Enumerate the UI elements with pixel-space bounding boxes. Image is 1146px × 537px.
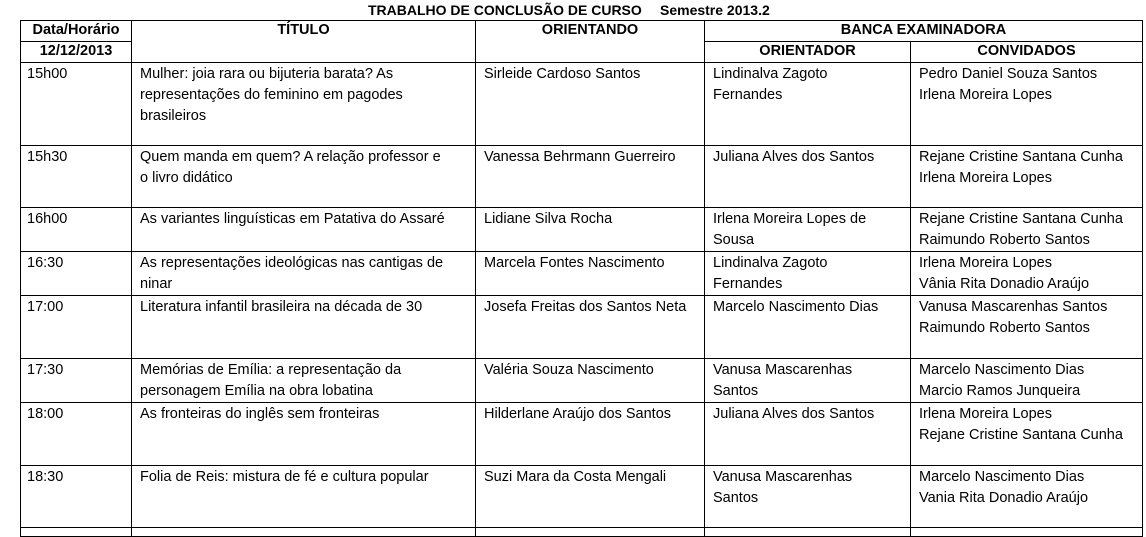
guests-line: Rejane Cristine Santana Cunha [919, 211, 1123, 227]
guests-cell [911, 252, 1143, 296]
guests-line: Irlena Moreira Lopes [919, 170, 1052, 186]
title-cell [132, 63, 476, 146]
schedule-table [20, 20, 1143, 537]
advisor-line: Santos [713, 490, 759, 506]
title-line: Folia de Reis: mistura de fé e cultura popular [140, 469, 429, 485]
advisor-line: Juliana Alves dos Santos [713, 149, 875, 165]
time-cell: 15h30 [21, 146, 132, 208]
guests-cell [911, 208, 1143, 252]
table-row [21, 296, 1143, 359]
title-line: ninar [140, 276, 173, 292]
page-title [0, 0, 1146, 20]
title-line: Literatura infantil brasileira na década de 30 [140, 299, 423, 315]
advisor-line: Santos [713, 383, 759, 399]
time-cell: 18:00 [21, 403, 132, 466]
table-row [21, 359, 1143, 403]
empty-cell [132, 528, 476, 537]
student-cell: Valéria Souza Nascimento [476, 359, 705, 403]
advisor-line: Vanusa Mascarenhas [713, 469, 853, 485]
time-cell: 15h00 [21, 63, 132, 146]
advisor-line: Marcelo Nascimento Dias [713, 299, 879, 315]
guests-cell [911, 63, 1143, 146]
guests-line: Marcio Ramos Junqueira [919, 383, 1081, 399]
table-row [21, 252, 1143, 296]
table-row [21, 146, 1143, 208]
advisor-cell [705, 146, 911, 208]
advisor-cell [705, 208, 911, 252]
advisor-cell [705, 359, 911, 403]
time-cell: 16h00 [21, 208, 132, 252]
student-cell: Suzi Mara da Costa Mengali [476, 466, 705, 528]
advisor-line: Juliana Alves dos Santos [713, 406, 875, 422]
guests-line: Rejane Cristine Santana Cunha [919, 427, 1123, 443]
student-cell: Lidiane Silva Rocha [476, 208, 705, 252]
title-line: brasileiros [140, 108, 207, 124]
date-header: 12/12/2013 [21, 42, 132, 63]
advisor-line: Sousa [713, 232, 755, 248]
guests-line: Rejane Cristine Santana Cunha [919, 149, 1123, 165]
title-line: As representações ideológicas nas cantigas de [140, 255, 444, 271]
advisor-line: Lindinalva Zagoto [713, 255, 828, 271]
guests-line: Irlena Moreira Lopes [919, 255, 1052, 271]
datetime-header: Data/Horário [21, 21, 132, 42]
advisor-cell [705, 296, 911, 359]
student-header: ORIENTANDO [476, 21, 705, 63]
guests-cell [911, 146, 1143, 208]
table-row [21, 63, 1143, 146]
empty-cell [21, 528, 132, 537]
guests-line: Pedro Daniel Souza Santos [919, 66, 1098, 82]
guests-cell [911, 466, 1143, 528]
guests-line: Raimundo Roberto Santos [919, 320, 1090, 336]
table-row [21, 208, 1143, 252]
document-title: TRABALHO DE CONCLUSÃO DE CURSO [368, 2, 642, 18]
guests-line: Irlena Moreira Lopes [919, 406, 1052, 422]
title-header: TÍTULO [132, 21, 476, 63]
advisor-line: Irlena Moreira Lopes de [713, 211, 867, 227]
guests-line: Marcelo Nascimento Dias [919, 469, 1085, 485]
title-line: representações do feminino em pagodes [140, 87, 403, 103]
advisor-header: ORIENTADOR [705, 42, 911, 63]
student-cell: Vanessa Behrmann Guerreiro [476, 146, 705, 208]
guests-line: Vania Rita Donadio Araújo [919, 490, 1089, 506]
student-cell: Hilderlane Araújo dos Santos [476, 403, 705, 466]
empty-cell [705, 528, 911, 537]
advisor-cell [705, 466, 911, 528]
student-cell: Marcela Fontes Nascimento [476, 252, 705, 296]
guests-cell [911, 403, 1143, 466]
title-cell [132, 296, 476, 359]
advisor-line: Fernandes [713, 87, 783, 103]
guests-line: Vanusa Mascarenhas Santos [919, 299, 1108, 315]
schedule-body [21, 63, 1143, 537]
advisor-line: Vanusa Mascarenhas [713, 362, 853, 378]
advisor-cell [705, 63, 911, 146]
title-cell [132, 403, 476, 466]
guests-line: Irlena Moreira Lopes [919, 87, 1052, 103]
guests-header: CONVIDADOS [911, 42, 1143, 63]
advisor-cell [705, 252, 911, 296]
advisor-line: Fernandes [713, 276, 783, 292]
guests-line: Raimundo Roberto Santos [919, 232, 1090, 248]
advisor-cell [705, 403, 911, 466]
title-line: As variantes linguísticas em Patativa do Assaré [140, 211, 445, 227]
title-cell [132, 252, 476, 296]
student-cell: Josefa Freitas dos Santos Neta [476, 296, 705, 359]
empty-cell [476, 528, 705, 537]
title-line: Memórias de Emília: a representação da [140, 362, 402, 378]
title-line: Quem manda em quem? A relação professor e [140, 149, 441, 165]
guests-line: Vânia Rita Donadio Araújo [919, 276, 1090, 292]
guests-cell [911, 296, 1143, 359]
title-cell [132, 359, 476, 403]
empty-cell [911, 528, 1143, 537]
empty-row [21, 528, 1143, 537]
guests-line: Marcelo Nascimento Dias [919, 362, 1085, 378]
time-cell: 17:30 [21, 359, 132, 403]
time-cell: 16:30 [21, 252, 132, 296]
table-row [21, 403, 1143, 466]
title-cell [132, 466, 476, 528]
time-cell: 18:30 [21, 466, 132, 528]
title-cell [132, 208, 476, 252]
advisor-line: Lindinalva Zagoto [713, 66, 828, 82]
table-row [21, 466, 1143, 528]
title-cell [132, 146, 476, 208]
title-line: personagem Emília na obra lobatina [140, 383, 373, 399]
semester-label: Semestre 2013.2 [660, 2, 770, 18]
title-line: As fronteiras do inglês sem fronteiras [140, 406, 380, 422]
student-cell: Sirleide Cardoso Santos [476, 63, 705, 146]
title-line: o livro didático [140, 170, 233, 186]
board-header: BANCA EXAMINADORA [705, 21, 1143, 42]
title-line: Mulher: joia rara ou bijuteria barata? As [140, 66, 394, 82]
time-cell: 17:00 [21, 296, 132, 359]
guests-cell [911, 359, 1143, 403]
